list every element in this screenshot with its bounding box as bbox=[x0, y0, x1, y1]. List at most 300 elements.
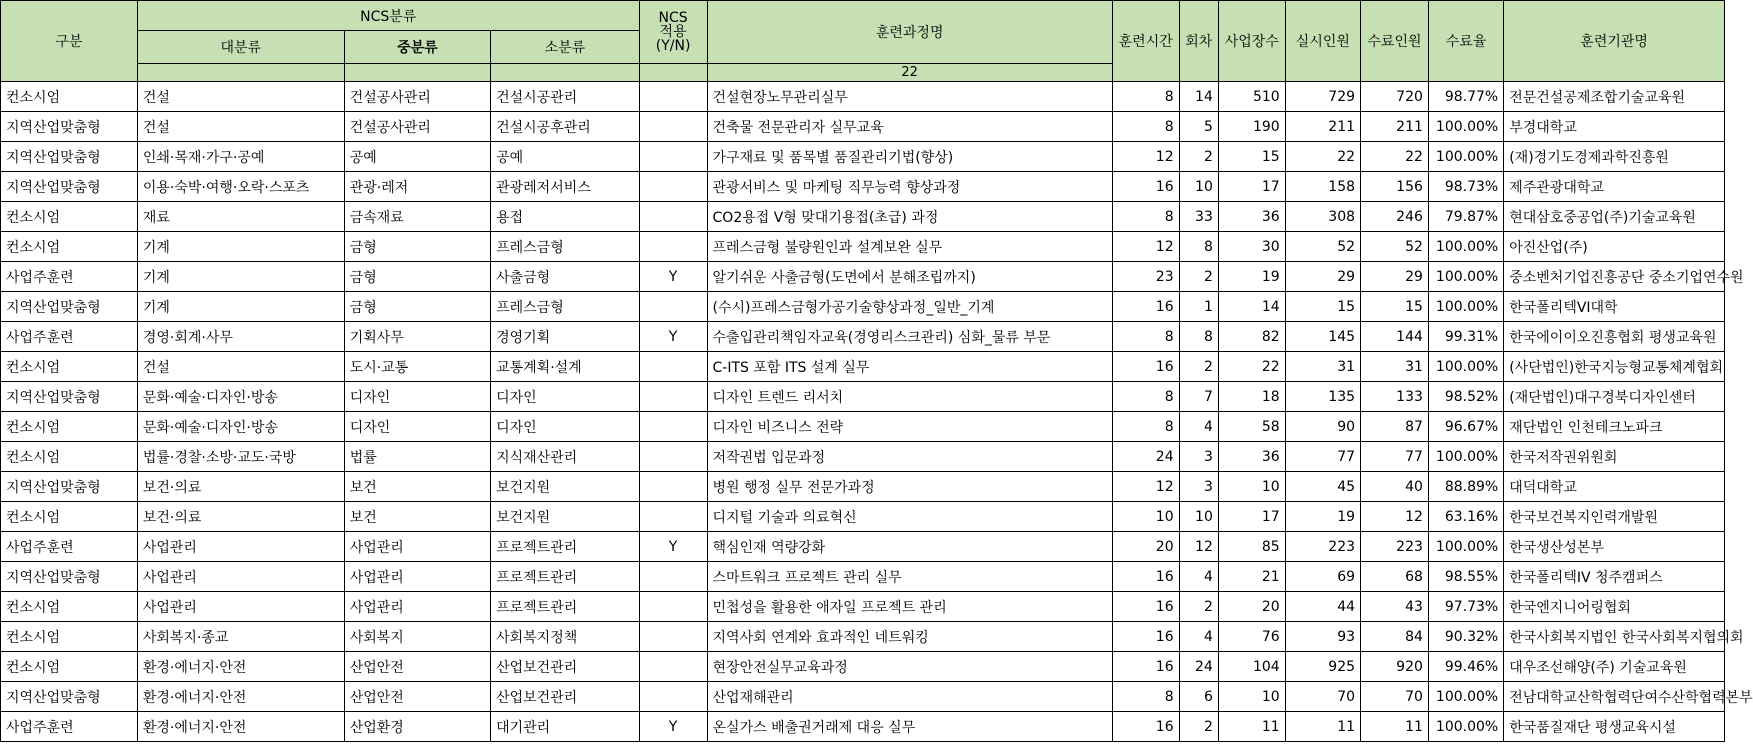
rate-cell: 98.55% bbox=[1428, 562, 1503, 592]
completers-cell: 246 bbox=[1361, 202, 1429, 232]
companies-cell: 510 bbox=[1218, 82, 1285, 112]
rate-cell: 100.00% bbox=[1428, 262, 1503, 292]
division-cell: 사업주훈련 bbox=[1, 262, 138, 292]
course-name-cell: 가구재료 및 품목별 품질관리기법(향상) bbox=[707, 142, 1112, 172]
header-completers: 수료인원 bbox=[1361, 1, 1429, 82]
division-cell: 컨소시엄 bbox=[1, 442, 138, 472]
major-cell: 보건·의료 bbox=[137, 502, 344, 532]
rate-cell: 63.16% bbox=[1428, 502, 1503, 532]
ncs-apply-cell: Y bbox=[639, 322, 707, 352]
companies-cell: 17 bbox=[1218, 172, 1285, 202]
header-course: 훈련과정명 bbox=[707, 1, 1112, 64]
major-cell: 법률·경찰·소방·교도·국방 bbox=[137, 442, 344, 472]
completers-cell: 156 bbox=[1361, 172, 1429, 202]
rate-cell: 100.00% bbox=[1428, 142, 1503, 172]
table-row bbox=[1, 532, 1725, 562]
institution-cell: 부경대학교 bbox=[1504, 112, 1725, 142]
hours-cell: 12 bbox=[1112, 142, 1179, 172]
table-row bbox=[1, 322, 1725, 352]
sessions-cell: 5 bbox=[1179, 112, 1218, 142]
header-ncs: NCS분류 bbox=[137, 1, 639, 31]
sessions-cell: 10 bbox=[1179, 502, 1218, 532]
major-cell: 건설 bbox=[137, 82, 344, 112]
table-row bbox=[1, 472, 1725, 502]
ncs-apply-cell bbox=[639, 202, 707, 232]
course-name-cell: 지역사회 연계와 효과적인 네트워킹 bbox=[707, 622, 1112, 652]
middle-cell: 디자인 bbox=[344, 412, 490, 442]
sessions-cell: 4 bbox=[1179, 412, 1218, 442]
ncs-apply-cell bbox=[639, 112, 707, 142]
participants-cell: 77 bbox=[1285, 442, 1360, 472]
participants-cell: 31 bbox=[1285, 352, 1360, 382]
division-cell: 컨소시엄 bbox=[1, 652, 138, 682]
sessions-cell: 8 bbox=[1179, 232, 1218, 262]
companies-cell: 58 bbox=[1218, 412, 1285, 442]
header-ncs-apply bbox=[639, 1, 707, 64]
sessions-cell: 2 bbox=[1179, 262, 1218, 292]
minor-cell: 사회복지정책 bbox=[491, 622, 640, 652]
major-cell: 기계 bbox=[137, 292, 344, 322]
major-cell: 사업관리 bbox=[137, 592, 344, 622]
course-name-cell: 병원 행정 실무 전문가과정 bbox=[707, 472, 1112, 502]
completers-cell: 77 bbox=[1361, 442, 1429, 472]
rate-cell: 100.00% bbox=[1428, 682, 1503, 712]
companies-cell: 22 bbox=[1218, 352, 1285, 382]
completers-cell: 720 bbox=[1361, 82, 1429, 112]
table-row bbox=[1, 352, 1725, 382]
institution-cell: 전문건설공제조합기술교육원 bbox=[1504, 82, 1725, 112]
completers-cell: 31 bbox=[1361, 352, 1429, 382]
completers-cell: 52 bbox=[1361, 232, 1429, 262]
sessions-cell: 14 bbox=[1179, 82, 1218, 112]
hours-cell: 24 bbox=[1112, 442, 1179, 472]
participants-cell: 90 bbox=[1285, 412, 1360, 442]
minor-cell: 대기관리 bbox=[491, 712, 640, 742]
major-cell: 인쇄·목재·가구·공예 bbox=[137, 142, 344, 172]
ncs-apply-cell bbox=[639, 82, 707, 112]
ncs-apply-cell: Y bbox=[639, 262, 707, 292]
middle-cell: 금속재료 bbox=[344, 202, 490, 232]
ncs-apply-cell bbox=[639, 412, 707, 442]
institution-cell: 한국사회복지법인 한국사회복지협의회 bbox=[1504, 622, 1725, 652]
header-ncs-apply-line1: NCS bbox=[658, 10, 688, 26]
division-cell: 컨소시엄 bbox=[1, 592, 138, 622]
division-cell: 컨소시엄 bbox=[1, 202, 138, 232]
sessions-cell: 1 bbox=[1179, 292, 1218, 322]
participants-cell: 211 bbox=[1285, 112, 1360, 142]
institution-cell: 제주관광대학교 bbox=[1504, 172, 1725, 202]
major-cell: 환경·에너지·안전 bbox=[137, 712, 344, 742]
middle-cell: 금형 bbox=[344, 232, 490, 262]
header-blank-minor bbox=[491, 64, 640, 82]
completers-cell: 920 bbox=[1361, 652, 1429, 682]
companies-cell: 21 bbox=[1218, 562, 1285, 592]
participants-cell: 15 bbox=[1285, 292, 1360, 322]
institution-cell: 한국보건복지인력개발원 bbox=[1504, 502, 1725, 532]
division-cell: 컨소시엄 bbox=[1, 352, 138, 382]
minor-cell: 용접 bbox=[491, 202, 640, 232]
completers-cell: 40 bbox=[1361, 472, 1429, 502]
middle-cell: 건설공사관리 bbox=[344, 112, 490, 142]
participants-cell: 93 bbox=[1285, 622, 1360, 652]
sessions-cell: 2 bbox=[1179, 142, 1218, 172]
middle-cell: 보건 bbox=[344, 502, 490, 532]
ncs-apply-cell bbox=[639, 442, 707, 472]
middle-cell: 산업안전 bbox=[344, 682, 490, 712]
header-major: 대분류 bbox=[137, 31, 344, 64]
division-cell: 지역산업맞춤형 bbox=[1, 472, 138, 502]
participants-cell: 45 bbox=[1285, 472, 1360, 502]
middle-cell: 도시·교통 bbox=[344, 352, 490, 382]
rate-cell: 79.87% bbox=[1428, 202, 1503, 232]
minor-cell: 산업보건관리 bbox=[491, 682, 640, 712]
ncs-apply-cell bbox=[639, 622, 707, 652]
header-blank-ncs-apply bbox=[639, 64, 707, 82]
institution-cell: (재)경기도경제과학진흥원 bbox=[1504, 142, 1725, 172]
course-name-cell: 현장안전실무교육과정 bbox=[707, 652, 1112, 682]
table-row bbox=[1, 592, 1725, 622]
sessions-cell: 2 bbox=[1179, 592, 1218, 622]
hours-cell: 8 bbox=[1112, 682, 1179, 712]
companies-cell: 36 bbox=[1218, 202, 1285, 232]
middle-cell: 공예 bbox=[344, 142, 490, 172]
course-name-cell: 알기쉬운 사출금형(도면에서 분해조립까지) bbox=[707, 262, 1112, 292]
major-cell: 환경·에너지·안전 bbox=[137, 682, 344, 712]
minor-cell: 프로젝트관리 bbox=[491, 562, 640, 592]
division-cell: 지역산업맞춤형 bbox=[1, 682, 138, 712]
completers-cell: 22 bbox=[1361, 142, 1429, 172]
table-row bbox=[1, 292, 1725, 322]
course-name-cell: 수출입관리책임자교육(경영리스크관리) 심화_물류 부문 bbox=[707, 322, 1112, 352]
division-cell: 컨소시엄 bbox=[1, 232, 138, 262]
course-name-cell: 민첩성을 활용한 애자일 프로젝트 관리 bbox=[707, 592, 1112, 622]
minor-cell: 관광레저서비스 bbox=[491, 172, 640, 202]
participants-cell: 11 bbox=[1285, 712, 1360, 742]
minor-cell: 지식재산관리 bbox=[491, 442, 640, 472]
completers-cell: 87 bbox=[1361, 412, 1429, 442]
course-name-cell: 디자인 비즈니스 전략 bbox=[707, 412, 1112, 442]
rate-cell: 100.00% bbox=[1428, 532, 1503, 562]
completers-cell: 144 bbox=[1361, 322, 1429, 352]
rate-cell: 100.00% bbox=[1428, 442, 1503, 472]
companies-cell: 10 bbox=[1218, 472, 1285, 502]
participants-cell: 158 bbox=[1285, 172, 1360, 202]
table-row bbox=[1, 382, 1725, 412]
division-cell: 사업주훈련 bbox=[1, 532, 138, 562]
division-cell: 지역산업맞춤형 bbox=[1, 292, 138, 322]
hours-cell: 16 bbox=[1112, 292, 1179, 322]
header-minor: 소분류 bbox=[491, 31, 640, 64]
division-cell: 지역산업맞춤형 bbox=[1, 382, 138, 412]
companies-cell: 11 bbox=[1218, 712, 1285, 742]
companies-cell: 190 bbox=[1218, 112, 1285, 142]
ncs-apply-cell bbox=[639, 562, 707, 592]
participants-cell: 19 bbox=[1285, 502, 1360, 532]
course-name-cell: C-ITS 포함 ITS 설계 실무 bbox=[707, 352, 1112, 382]
rate-cell: 98.73% bbox=[1428, 172, 1503, 202]
minor-cell: 프로젝트관리 bbox=[491, 592, 640, 622]
header-ncs-apply-line2: 적용 bbox=[659, 24, 687, 40]
minor-cell: 건설시공관리 bbox=[491, 82, 640, 112]
companies-cell: 20 bbox=[1218, 592, 1285, 622]
hours-cell: 16 bbox=[1112, 352, 1179, 382]
rate-cell: 100.00% bbox=[1428, 352, 1503, 382]
hours-cell: 8 bbox=[1112, 382, 1179, 412]
institution-cell: 한국품질재단 평생교육시설 bbox=[1504, 712, 1725, 742]
hours-cell: 8 bbox=[1112, 82, 1179, 112]
sessions-cell: 6 bbox=[1179, 682, 1218, 712]
hours-cell: 8 bbox=[1112, 412, 1179, 442]
institution-cell: 한국생산성본부 bbox=[1504, 532, 1725, 562]
sessions-cell: 3 bbox=[1179, 442, 1218, 472]
rate-cell: 100.00% bbox=[1428, 232, 1503, 262]
middle-cell: 디자인 bbox=[344, 382, 490, 412]
completers-cell: 11 bbox=[1361, 712, 1429, 742]
rate-cell: 98.52% bbox=[1428, 382, 1503, 412]
header-hours: 훈련시간 bbox=[1112, 1, 1179, 82]
rate-cell: 96.67% bbox=[1428, 412, 1503, 442]
participants-cell: 729 bbox=[1285, 82, 1360, 112]
minor-cell: 보건지원 bbox=[491, 472, 640, 502]
institution-cell: 한국저작권위원회 bbox=[1504, 442, 1725, 472]
participants-cell: 70 bbox=[1285, 682, 1360, 712]
minor-cell: 사출금형 bbox=[491, 262, 640, 292]
table-row bbox=[1, 232, 1725, 262]
course-name-cell: 핵심인재 역량강화 bbox=[707, 532, 1112, 562]
companies-cell: 18 bbox=[1218, 382, 1285, 412]
companies-cell: 14 bbox=[1218, 292, 1285, 322]
participants-cell: 44 bbox=[1285, 592, 1360, 622]
participants-cell: 135 bbox=[1285, 382, 1360, 412]
rate-cell: 99.46% bbox=[1428, 652, 1503, 682]
participants-cell: 29 bbox=[1285, 262, 1360, 292]
sessions-cell: 7 bbox=[1179, 382, 1218, 412]
ncs-apply-cell bbox=[639, 592, 707, 622]
completers-cell: 43 bbox=[1361, 592, 1429, 622]
ncs-apply-cell bbox=[639, 172, 707, 202]
sessions-cell: 4 bbox=[1179, 562, 1218, 592]
table-row bbox=[1, 502, 1725, 532]
table-row bbox=[1, 172, 1725, 202]
institution-cell: 아진산업(주) bbox=[1504, 232, 1725, 262]
major-cell: 이용·숙박·여행·오락·스포츠 bbox=[137, 172, 344, 202]
rate-cell: 90.32% bbox=[1428, 622, 1503, 652]
institution-cell: 전남대학교산학협력단여수산학협력본부 bbox=[1504, 682, 1725, 712]
completers-cell: 133 bbox=[1361, 382, 1429, 412]
participants-cell: 925 bbox=[1285, 652, 1360, 682]
ncs-apply-cell bbox=[639, 292, 707, 322]
rate-cell: 100.00% bbox=[1428, 712, 1503, 742]
division-cell: 컨소시엄 bbox=[1, 412, 138, 442]
minor-cell: 디자인 bbox=[491, 382, 640, 412]
division-cell: 사업주훈련 bbox=[1, 322, 138, 352]
hours-cell: 20 bbox=[1112, 532, 1179, 562]
participants-cell: 22 bbox=[1285, 142, 1360, 172]
middle-cell: 산업환경 bbox=[344, 712, 490, 742]
course-name-cell: 건설현장노무관리실무 bbox=[707, 82, 1112, 112]
minor-cell: 공예 bbox=[491, 142, 640, 172]
course-name-cell: 디자인 트렌드 리서치 bbox=[707, 382, 1112, 412]
major-cell: 경영·회계·사무 bbox=[137, 322, 344, 352]
institution-cell: 중소벤처기업진흥공단 중소기업연수원 bbox=[1504, 262, 1725, 292]
companies-cell: 30 bbox=[1218, 232, 1285, 262]
minor-cell: 보건지원 bbox=[491, 502, 640, 532]
sessions-cell: 2 bbox=[1179, 352, 1218, 382]
completers-cell: 70 bbox=[1361, 682, 1429, 712]
minor-cell: 건설시공후관리 bbox=[491, 112, 640, 142]
minor-cell: 프레스금형 bbox=[491, 292, 640, 322]
table-row bbox=[1, 262, 1725, 292]
hours-cell: 16 bbox=[1112, 592, 1179, 622]
participants-cell: 223 bbox=[1285, 532, 1360, 562]
middle-cell: 사업관리 bbox=[344, 592, 490, 622]
middle-cell: 금형 bbox=[344, 262, 490, 292]
header-division: 구분 bbox=[1, 1, 138, 82]
major-cell: 재료 bbox=[137, 202, 344, 232]
ncs-apply-cell bbox=[639, 682, 707, 712]
course-name-cell: CO2용접 V형 맞대기용접(초급) 과정 bbox=[707, 202, 1112, 232]
participants-cell: 308 bbox=[1285, 202, 1360, 232]
middle-cell: 금형 bbox=[344, 292, 490, 322]
table-row bbox=[1, 142, 1725, 172]
rate-cell: 97.73% bbox=[1428, 592, 1503, 622]
hours-cell: 16 bbox=[1112, 172, 1179, 202]
hours-cell: 8 bbox=[1112, 202, 1179, 232]
major-cell: 기계 bbox=[137, 232, 344, 262]
completers-cell: 68 bbox=[1361, 562, 1429, 592]
major-cell: 문화·예술·디자인·방송 bbox=[137, 382, 344, 412]
table-row bbox=[1, 82, 1725, 112]
minor-cell: 프로젝트관리 bbox=[491, 532, 640, 562]
course-name-cell: 스마트워크 프로젝트 관리 실무 bbox=[707, 562, 1112, 592]
rate-cell: 100.00% bbox=[1428, 292, 1503, 322]
sessions-cell: 2 bbox=[1179, 712, 1218, 742]
ncs-apply-cell bbox=[639, 382, 707, 412]
companies-cell: 10 bbox=[1218, 682, 1285, 712]
course-name-cell: 산업재해관리 bbox=[707, 682, 1112, 712]
ncs-apply-cell bbox=[639, 652, 707, 682]
middle-cell: 사회복지 bbox=[344, 622, 490, 652]
ncs-apply-cell: Y bbox=[639, 712, 707, 742]
institution-cell: 한국폴리텍VI대학 bbox=[1504, 292, 1725, 322]
minor-cell: 디자인 bbox=[491, 412, 640, 442]
division-cell: 컨소시엄 bbox=[1, 502, 138, 532]
division-cell: 지역산업맞춤형 bbox=[1, 112, 138, 142]
header-companies: 사업장수 bbox=[1218, 1, 1285, 82]
sessions-cell: 12 bbox=[1179, 532, 1218, 562]
participants-cell: 52 bbox=[1285, 232, 1360, 262]
companies-cell: 17 bbox=[1218, 502, 1285, 532]
middle-cell: 법률 bbox=[344, 442, 490, 472]
institution-cell: 재단법인 인천테크노파크 bbox=[1504, 412, 1725, 442]
ncs-apply-cell bbox=[639, 142, 707, 172]
completers-cell: 15 bbox=[1361, 292, 1429, 322]
minor-cell: 교통계획·설계 bbox=[491, 352, 640, 382]
completers-cell: 223 bbox=[1361, 532, 1429, 562]
table-row bbox=[1, 682, 1725, 712]
institution-cell: 대덕대학교 bbox=[1504, 472, 1725, 502]
hours-cell: 23 bbox=[1112, 262, 1179, 292]
header-ncs-apply-line3: (Y/N) bbox=[655, 38, 691, 54]
rate-cell: 99.31% bbox=[1428, 322, 1503, 352]
course-name-cell: 온실가스 배출권거래제 대응 실무 bbox=[707, 712, 1112, 742]
companies-cell: 15 bbox=[1218, 142, 1285, 172]
institution-cell: (사단법인)한국지능형교통체계협회 bbox=[1504, 352, 1725, 382]
ncs-apply-cell bbox=[639, 232, 707, 262]
division-cell: 컨소시엄 bbox=[1, 622, 138, 652]
header-participants: 실시인원 bbox=[1285, 1, 1360, 82]
table-row bbox=[1, 652, 1725, 682]
sessions-cell: 8 bbox=[1179, 322, 1218, 352]
division-cell: 지역산업맞춤형 bbox=[1, 142, 138, 172]
header-middle: 중분류 bbox=[344, 31, 490, 64]
middle-cell: 산업안전 bbox=[344, 652, 490, 682]
major-cell: 건설 bbox=[137, 352, 344, 382]
hours-cell: 16 bbox=[1112, 652, 1179, 682]
rate-cell: 100.00% bbox=[1428, 112, 1503, 142]
companies-cell: 85 bbox=[1218, 532, 1285, 562]
hours-cell: 12 bbox=[1112, 472, 1179, 502]
major-cell: 사업관리 bbox=[137, 532, 344, 562]
minor-cell: 산업보건관리 bbox=[491, 652, 640, 682]
table-body bbox=[1, 82, 1753, 742]
middle-cell: 보건 bbox=[344, 472, 490, 502]
sessions-cell: 10 bbox=[1179, 172, 1218, 202]
rate-cell: 98.77% bbox=[1428, 82, 1503, 112]
institution-cell: 대우조선해양(주) 기술교육원 bbox=[1504, 652, 1725, 682]
header-course-count: 22 bbox=[707, 64, 1112, 82]
companies-cell: 19 bbox=[1218, 262, 1285, 292]
header-blank-major bbox=[137, 64, 344, 82]
course-name-cell: (수시)프레스금형가공기술향상과정_일반_기계 bbox=[707, 292, 1112, 322]
sessions-cell: 24 bbox=[1179, 652, 1218, 682]
table-row bbox=[1, 442, 1725, 472]
table-row bbox=[1, 412, 1725, 442]
middle-cell: 사업관리 bbox=[344, 532, 490, 562]
table-row bbox=[1, 622, 1725, 652]
participants-cell: 145 bbox=[1285, 322, 1360, 352]
major-cell: 사회복지·종교 bbox=[137, 622, 344, 652]
ncs-apply-cell bbox=[639, 502, 707, 532]
division-cell: 컨소시엄 bbox=[1, 82, 138, 112]
major-cell: 기계 bbox=[137, 262, 344, 292]
hours-cell: 12 bbox=[1112, 232, 1179, 262]
completers-cell: 84 bbox=[1361, 622, 1429, 652]
minor-cell: 경영기획 bbox=[491, 322, 640, 352]
ncs-apply-cell: Y bbox=[639, 532, 707, 562]
companies-cell: 104 bbox=[1218, 652, 1285, 682]
institution-cell: 한국에이이오진흥협회 평생교육원 bbox=[1504, 322, 1725, 352]
middle-cell: 관광·레저 bbox=[344, 172, 490, 202]
ncs-apply-cell bbox=[639, 352, 707, 382]
participants-cell: 69 bbox=[1285, 562, 1360, 592]
major-cell: 보건·의료 bbox=[137, 472, 344, 502]
middle-cell: 기획사무 bbox=[344, 322, 490, 352]
header-rate: 수료율 bbox=[1428, 1, 1503, 82]
course-name-cell: 건축물 전문관리자 실무교육 bbox=[707, 112, 1112, 142]
major-cell: 건설 bbox=[137, 112, 344, 142]
institution-cell: 한국엔지니어링협회 bbox=[1504, 592, 1725, 622]
hours-cell: 8 bbox=[1112, 112, 1179, 142]
division-cell: 사업주훈련 bbox=[1, 712, 138, 742]
completers-cell: 211 bbox=[1361, 112, 1429, 142]
table-row bbox=[1, 712, 1725, 742]
major-cell: 환경·에너지·안전 bbox=[137, 652, 344, 682]
institution-cell: 한국폴리텍IV 청주캠퍼스 bbox=[1504, 562, 1725, 592]
middle-cell: 건설공사관리 bbox=[344, 82, 490, 112]
completers-cell: 29 bbox=[1361, 262, 1429, 292]
major-cell: 문화·예술·디자인·방송 bbox=[137, 412, 344, 442]
